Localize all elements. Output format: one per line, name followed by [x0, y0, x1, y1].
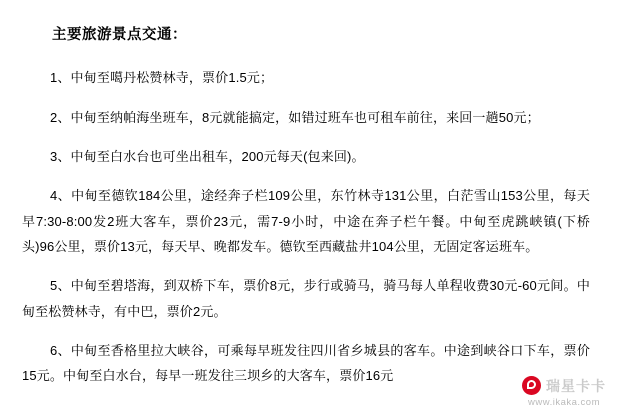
watermark-url-label: www.ikaka.com	[528, 397, 600, 409]
watermark	[508, 370, 620, 414]
paragraph-3: 3、中甸至白水台也可坐出租车，200元每天(包来回)。	[50, 148, 365, 164]
paragraph-2: 2、中甸至纳帕海坐班车，8元就能搞定，如错过班车也可租车前往，来回一趟50元；	[50, 109, 540, 125]
paragraph-1: 1、中甸至噶丹松赞林寺，票价1.5元；	[50, 70, 274, 86]
water-drop-logo-icon	[522, 376, 541, 395]
page-title: 主要旅游景点交通：	[52, 27, 187, 43]
watermark-brand-label: 瑞星卡卡	[546, 377, 606, 394]
watermark-brand-row	[522, 376, 606, 395]
paragraph-4: 4、中甸至德钦184公里，途经奔子栏109公里，东竹林寺131公里，白茫雪山153公里，每天早7:30-8:00发2班大客车，票价23元，需7-9小时，中途在奔子栏午餐。中甸至虎跳峡镇(下桥头)96公里，票价13元，每天早、晚都发车。德钦至西藏盐井104公里，无固定客运班车。	[22, 188, 590, 254]
paragraph-5: 5、中甸至碧塔海，到双桥下车，票价8元，步行或骑马，骑马每人单程收费30元-60元间。中甸至松赞林寺，有中巴，票价2元。	[22, 278, 590, 319]
paragraph-6: 6、中甸至香格里拉大峡谷，可乘每早班发往四川省乡城县的客车。中途到峡谷口下车，票价15元。中甸至白水台，每早一班发往三坝乡的大客车，票价16元	[22, 342, 590, 384]
